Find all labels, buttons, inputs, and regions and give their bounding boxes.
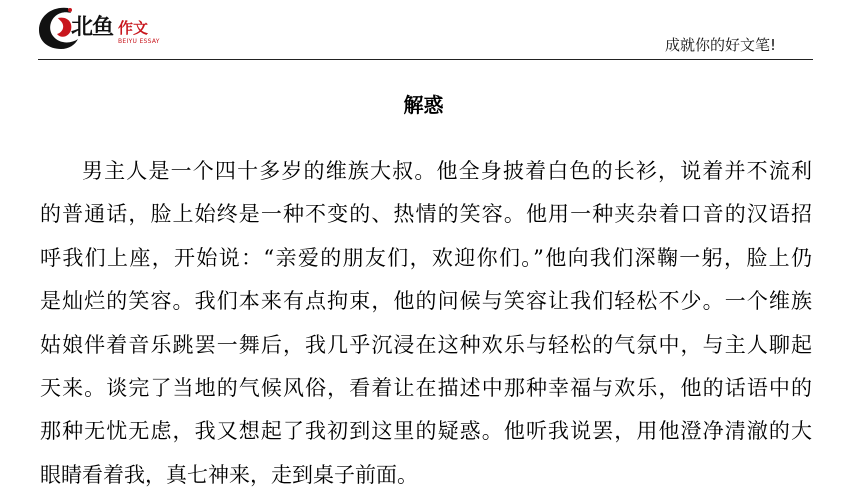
logo-brand-accent-text: 作文	[118, 19, 149, 37]
page-title: 解惑	[403, 93, 444, 117]
paragraph-line: 呼我们上座，开始说：“亲爱的朋友们，欢迎你们。”他向我们深鞠一躬，脸上仍	[40, 245, 812, 270]
paragraph-line: 的普通话，脸上始终是一种不变的、热情的笑容。他用一种夹杂着口音的汉语招	[40, 202, 812, 227]
header-slogan: 成就你的好文笔!	[665, 36, 777, 54]
body-paragraph	[40, 150, 812, 497]
paragraph-line: 姑娘伴着音乐跳罢一舞后，我几乎沉浸在这种欢乐与轻松的气氛中，与主人聊起	[40, 332, 812, 357]
paragraph-line: 眼睛看着我，真七神来，走到桌子前面。	[40, 462, 418, 487]
paragraph-line: 天来。谈完了当地的气候风俗，看着让在描述中那种幸福与欢乐，他的话语中的	[40, 375, 812, 400]
paragraph-line: 是灿烂的笑容。我们本来有点拘束，他的问候与笑容让我们轻松不少。一个维族	[40, 289, 812, 314]
paragraph-line: 那种无忧无虑，我又想起了我初到这里的疑惑。他听我说罢，用他澄净清澈的大	[40, 419, 812, 444]
header-divider	[38, 59, 813, 60]
logo-brand-english: BEIYU ESSAY	[118, 38, 160, 45]
paragraph-line: 男主人是一个四十多岁的维族大叔。他全身披着白色的长衫，说着并不流利	[82, 159, 812, 183]
logo-brand-text: 北鱼	[71, 15, 114, 40]
